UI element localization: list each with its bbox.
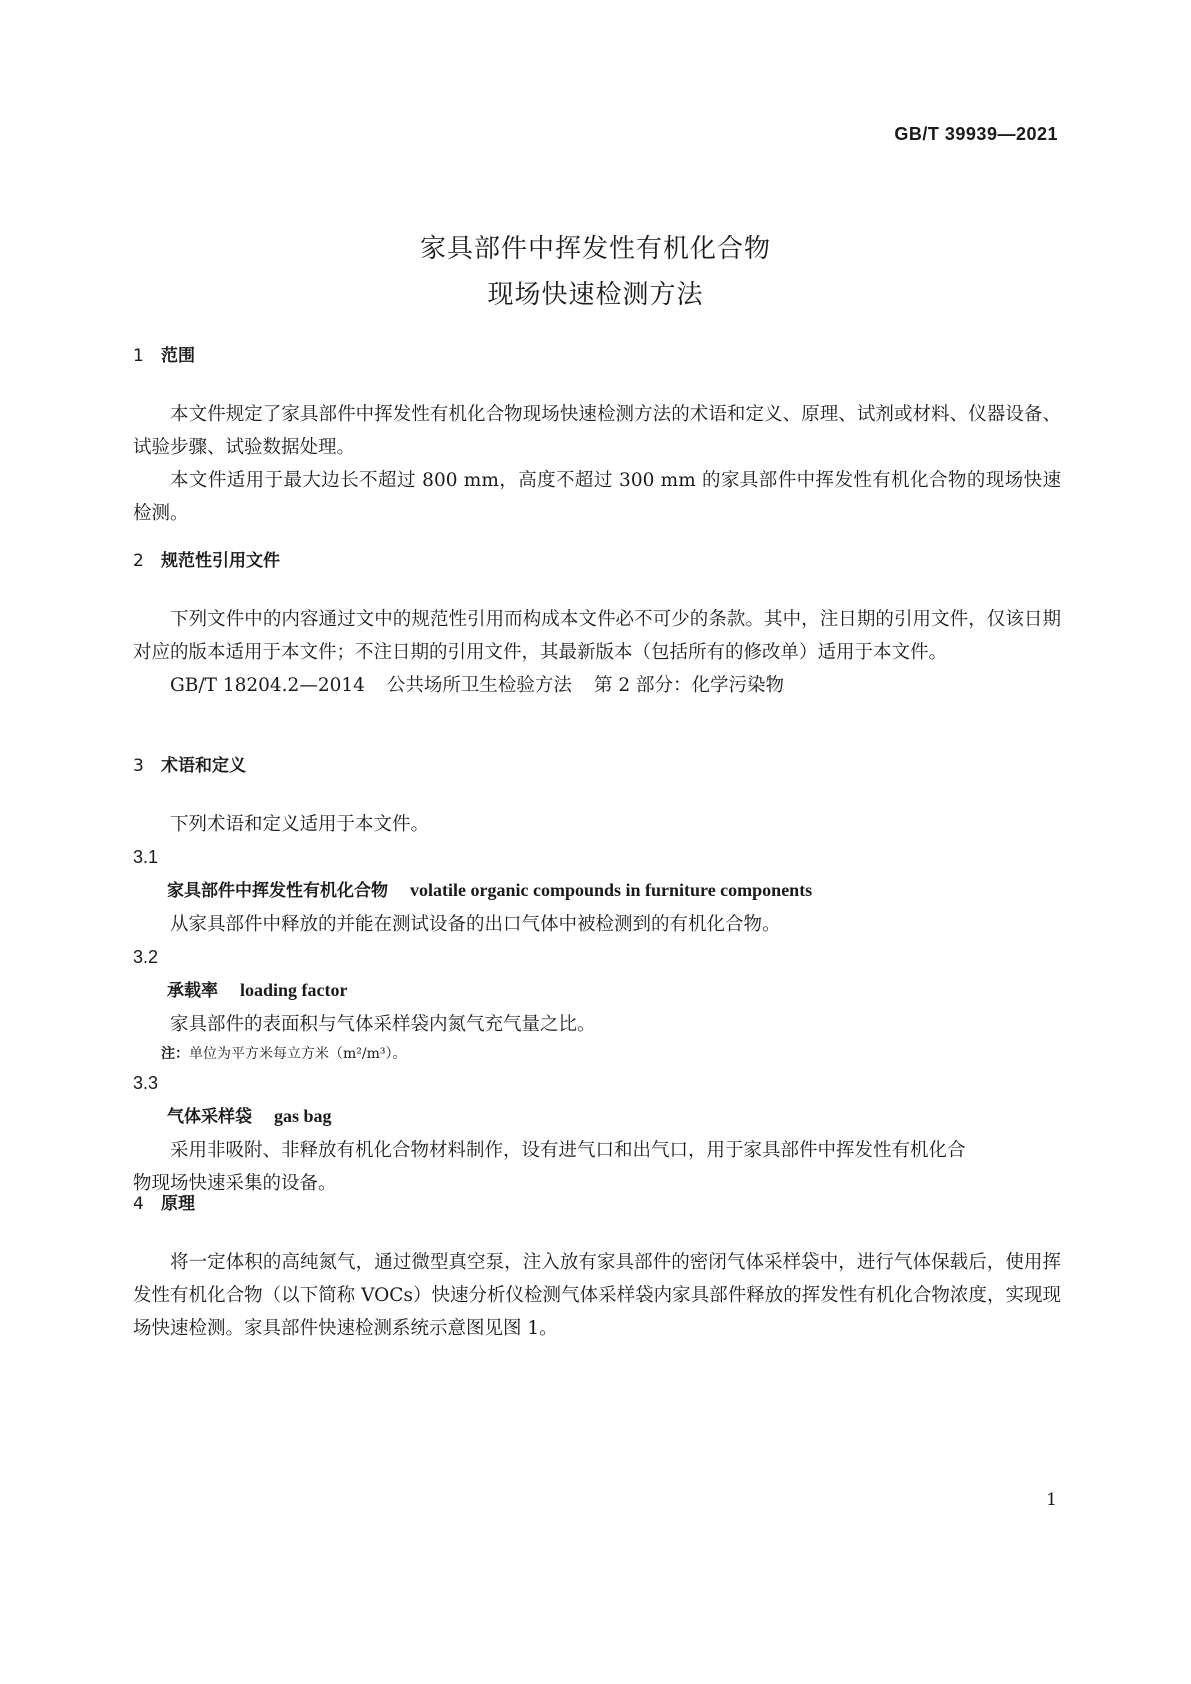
section-1-body bbox=[133, 398, 1061, 530]
section-number: 3 bbox=[133, 756, 144, 776]
section-heading bbox=[133, 750, 1061, 783]
paragraph: 将一定体积的高纯氮气，通过微型真空泵，注入放有家具部件的密闭气体采样袋中，进行气体保载后，使用挥发性有机化合物（以下简称 VOCs）快速分析仪检测气体采样袋内家具部件释放的挥发性有机化合物浓度，实现现场快速检测。家具部件快速检测系统示意图见图 1。 bbox=[133, 1252, 1061, 1339]
section-heading bbox=[133, 340, 1061, 373]
section-title: 规范性引用文件 bbox=[161, 551, 280, 571]
term-heading bbox=[133, 1100, 1061, 1134]
note-label: 注： bbox=[161, 1046, 189, 1062]
reference-code: GB/T 18204.2—2014 bbox=[170, 675, 365, 696]
paragraph: 下列文件中的内容通过文中的规范性引用而构成本文件必不可少的条款。其中，注日期的引用文件，仅该日期对应的版本适用于本文件；不注日期的引用文件，其最新版本（包括所有的修改单）适用于本文件。 bbox=[133, 609, 1061, 663]
paragraph: 本文件适用于最大边长不超过 800 mm，高度不超过 300 mm 的家具部件中挥发性有机化合物的现场快速检测。 bbox=[133, 470, 1061, 524]
term-zh: 承载率 bbox=[167, 981, 218, 1001]
reference-title: 公共场所卫生检验方法 bbox=[386, 675, 572, 696]
section-title: 原理 bbox=[161, 1194, 195, 1214]
standard-number: GB/T 39939—2021 bbox=[894, 124, 1058, 144]
section-2-body bbox=[133, 603, 1061, 702]
term-note bbox=[133, 1041, 1061, 1067]
section-3 bbox=[133, 750, 1061, 783]
section-1 bbox=[133, 340, 1061, 373]
document-title bbox=[0, 226, 1191, 318]
normative-reference bbox=[133, 669, 1061, 702]
term-zh: 气体采样袋 bbox=[167, 1107, 252, 1127]
title-line-2: 现场快速检测方法 bbox=[487, 280, 704, 310]
section-4-body bbox=[133, 1246, 1061, 1345]
note-text: 单位为平方米每立方米（m²/m³）。 bbox=[189, 1046, 407, 1062]
term-en: loading factor bbox=[240, 980, 348, 1000]
section-title: 范围 bbox=[161, 346, 195, 366]
term-definition: 采用非吸附、非释放有机化合物材料制作，设有进气口和出气口，用于家具部件中挥发性有机化合 bbox=[170, 1140, 966, 1161]
term-number: 3.3 bbox=[133, 1073, 159, 1093]
section-heading bbox=[133, 1188, 1061, 1221]
paragraph: 本文件规定了家具部件中挥发性有机化合物现场快速检测方法的术语和定义、原理、试剂或材料、仪器设备、试验步骤、试验数据处理。 bbox=[133, 404, 1061, 458]
term-definition-continued: 物现场快速采集的设备。 bbox=[133, 1173, 337, 1194]
section-3-body bbox=[133, 808, 1061, 1200]
section-heading bbox=[133, 545, 1061, 578]
term-zh: 家具部件中挥发性有机化合物 bbox=[167, 881, 388, 901]
section-4 bbox=[133, 1188, 1061, 1221]
term-heading bbox=[133, 874, 1061, 908]
term-definition: 家具部件的表面积与气体采样袋内氮气充气量之比。 bbox=[170, 1014, 596, 1035]
term-number: 3.1 bbox=[133, 847, 159, 867]
section-number: 2 bbox=[133, 551, 144, 571]
section-number: 1 bbox=[133, 346, 144, 366]
section-number: 4 bbox=[133, 1194, 144, 1214]
term-definition: 从家具部件中释放的并能在测试设备的出口气体中被检测到的有机化合物。 bbox=[170, 914, 781, 935]
term-en: volatile organic compounds in furniture components bbox=[410, 880, 813, 900]
reference-part: 第 2 部分：化学污染物 bbox=[593, 675, 784, 696]
paragraph: 下列术语和定义适用于本文件。 bbox=[170, 814, 430, 835]
term-number: 3.2 bbox=[133, 947, 159, 967]
page-number: 1 bbox=[1046, 1490, 1057, 1510]
term-en: gas bag bbox=[274, 1106, 332, 1126]
section-2 bbox=[133, 545, 1061, 578]
section-title: 术语和定义 bbox=[161, 756, 246, 776]
title-line-1: 家具部件中挥发性有机化合物 bbox=[419, 234, 771, 264]
term-heading bbox=[133, 974, 1061, 1008]
